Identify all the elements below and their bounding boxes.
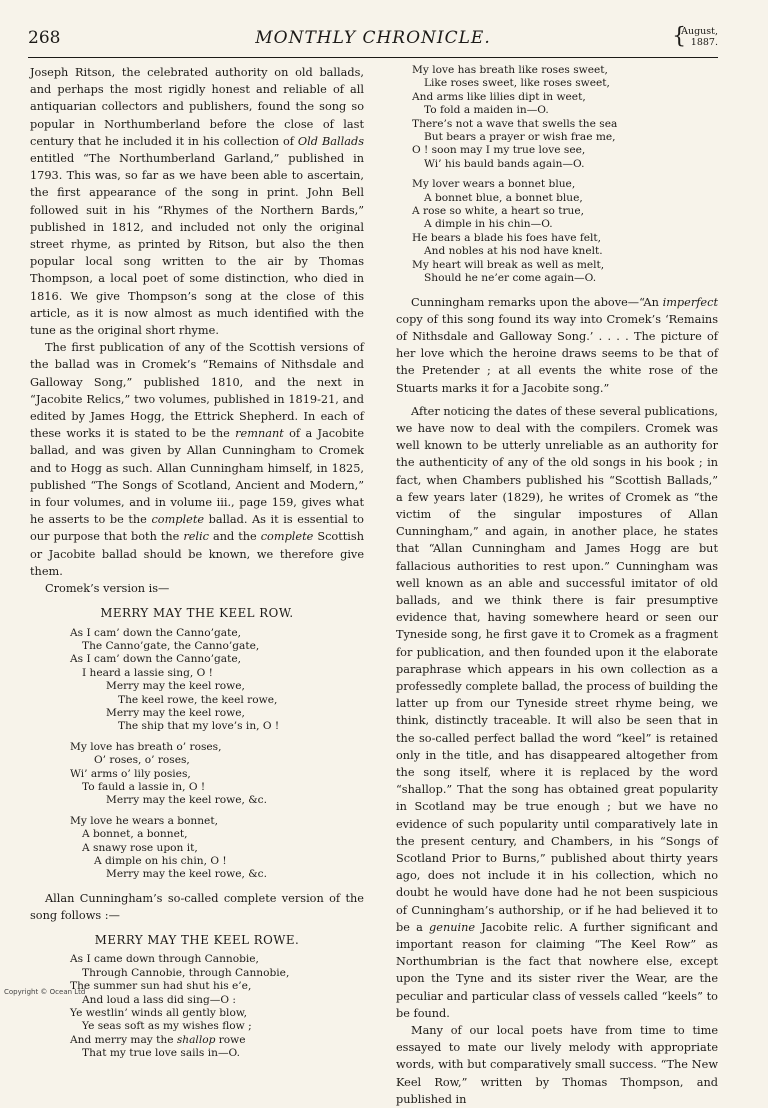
ballad-title: MERRY MAY THE KEEL ROWE. [94,933,300,948]
running-title: MONTHLY CHRONICLE. [255,28,491,48]
paragraph: Cromek’s version is— [45,582,170,596]
paragraph: Cunningham remarks upon the above—“An imperfect copy of this song found its way into Cromek’s ‘Remains of Nithsdale and Galloway Song.’ . . . . The picture of her love which the heroine draws seems to be that of the Pretender ; at all events the white rose of the Stuarts marks it for a Jacobite song.” [396,295,718,395]
header-rule [28,57,718,58]
paragraph: The first publication of any of the Scottish versions of the ballad was in Cromek’s “Remains of Nithsdale and Galloway Song,” published 1810, and the next in “Jacobite Relics,” two volumes, published in 1819-21, and edited by James Hogg, the Ettrick Shepherd. In each of these works it is stated to be the remnant of a Jacobite ballad, and was given by Allan Cunningham to Cromek and to Hogg as such. Allan Cunningham himself, in 1825, published “The Songs of Scotland, Ancient and Modern,” in four volumes, and in volume iii., page 159, gives what he asserts to be the complete ballad. As it is essential to our purpose that both the relic and the complete Scottish or Jacobite ballad should be known, we therefore give them. [30,341,365,578]
page-number: 268 [28,28,61,48]
ballad-verse [30,627,364,882]
stanza: My lover wears a bonnet blue, A bonnet blue, a bonnet blue, A rose so white, a heart so true, A dimple in his chin—O. He bears a blade his foes have felt, And nobles at his nod have knelt. My heart will break as well as melt, Should he ne’er come again—O. [412,178,605,285]
stanza: My love has breath like roses sweet, Like roses sweet, like roses sweet, And arms like lilies dipt in weet, To fold a maiden in—O. There’s not a wave that swells the sea But bears a prayer or wish frae me, O ! soon may I my true love see, Wi’ his bauld bands again—O. [412,64,618,170]
paragraph: After noticing the dates of these several publications, we have now to deal with the compilers. Cromek was well known to be utterly unreliable as an authority for the authenticity of any of the old songs in his book ; in fact, when Chambers published his “Scottish Ballads,” a few years later (1829), he writes of Cromek as “the victim of the singular impostures of Allan Cunningham,” and again, in another place, he states that “Allan Cunningham and James Hogg are but fallacious authorities to rest upon.” Cunningham was well known as an able and successful imitator of old ballads, and we think there is fair presumptive evidence that, having somewhere heard or seen our Tyneside song, he first gave it to Cromek as a fragment for publication, and then founded upon it the elaborate paraphrase which appears in his own collection as a professedly complete ballad, the process of building the latter up from our Tyneside street rhyme being, we think, distinctly traceable. It will also be seen that in the so-called perfect ballad the word “keel” is retained only in the title, and has disappeared altogether from the song itself, where it is replaced by the word “shallop.” That the song has obtained great popularity in Scotland may be true enough ; but we have no evidence of such popularity until comparatively late in the present century, and Chambers, in his “Songs of Scotland Prior to Burns,” published about thirty years ago, does not include it in his collection, which no doubt he would have done had he not been suspicious of Cunningham’s authorship, or if he had believed it to be a genuine Jacobite relic. A further significant and important reason for claiming “The Keel Row” as Northumbrian is the fact that nowhere else, except upon the Tyne and its sister river the Wear, are the peculiar and particular class of vessels called “keels” to be found. [396,404,718,1020]
stanza: My love he wears a bonnet, A bonnet, a bonnet, A snawy rose upon it, A dimple on his chin, O ! Merry may the keel rowe, &c. [70,814,267,881]
ballad-verse [396,64,718,286]
copyright-notice: Copyright © Ocean Ltd [4,988,86,996]
issue-date [672,24,718,49]
ballad-verse: As I came down through Cannobie, Through Cannobie, through Cannobie, The summer sun had shut his e’e, And loud a lass did sing—O : Ye westlin’ winds all gently blow, Ye seas soft as my wishes flow ; And merry may the shallop rowe That my true love sails in—O. [70,953,290,1060]
left-column [30,64,364,1069]
ballad-title: MERRY MAY THE KEEL ROW. [100,606,294,621]
page-header [28,24,718,52]
stanza: As I cam’ down the Canno’gate, The Canno’gate, the Canno’gate, As I cam’ down the Canno’gate, I heard a lassie sing, O ! Merry may the keel rowe, The keel rowe, the keel rowe, Merry may the keel rowe, The ship that my love’s in, O ! [70,626,280,733]
paragraph: Many of our local poets have from time to time essayed to mate our lively melody with appropriate words, with but comparatively small success. “The New Keel Row,” written by Thomas Thompson, and published in [396,1024,718,1106]
brace-glyph: { [672,24,687,49]
issue-year: 1887. [690,37,718,48]
paragraph: Allan Cunningham’s so-called complete version of the song follows :— [30,891,364,923]
paragraph: Joseph Ritson, the celebrated authority on old ballads, and perhaps the most rigidly honest and reliable of all antiquarian collectors and publishers, found the song so popular in Northumberland before the close of last century that he included it in his collection of Old Ballads entitled “The Northumberland Garland,” published in 1793. This was, so far as we have been able to ascertain, the first appearance of the song in print. John Bell followed suit in his “Rhymes of the Northern Bards,” published in 1812, and included not only the original street rhyme, as printed by Ritson, but also the then popular local song written to the air by Thomas Thompson, a local poet of some distinction, who died in 1816. We give Thompson’s song at the close of this article, as it is now almost as much identified with the tune as the original short rhyme. [30,66,364,338]
right-column [396,64,718,1108]
stanza: My love has breath o’ roses, O’ roses, o’ roses, Wi’ arms o’ lily posies, To fauld a lassie in, O ! Merry may the keel rowe, &c. [70,740,267,807]
issue-month: August, [681,26,718,37]
